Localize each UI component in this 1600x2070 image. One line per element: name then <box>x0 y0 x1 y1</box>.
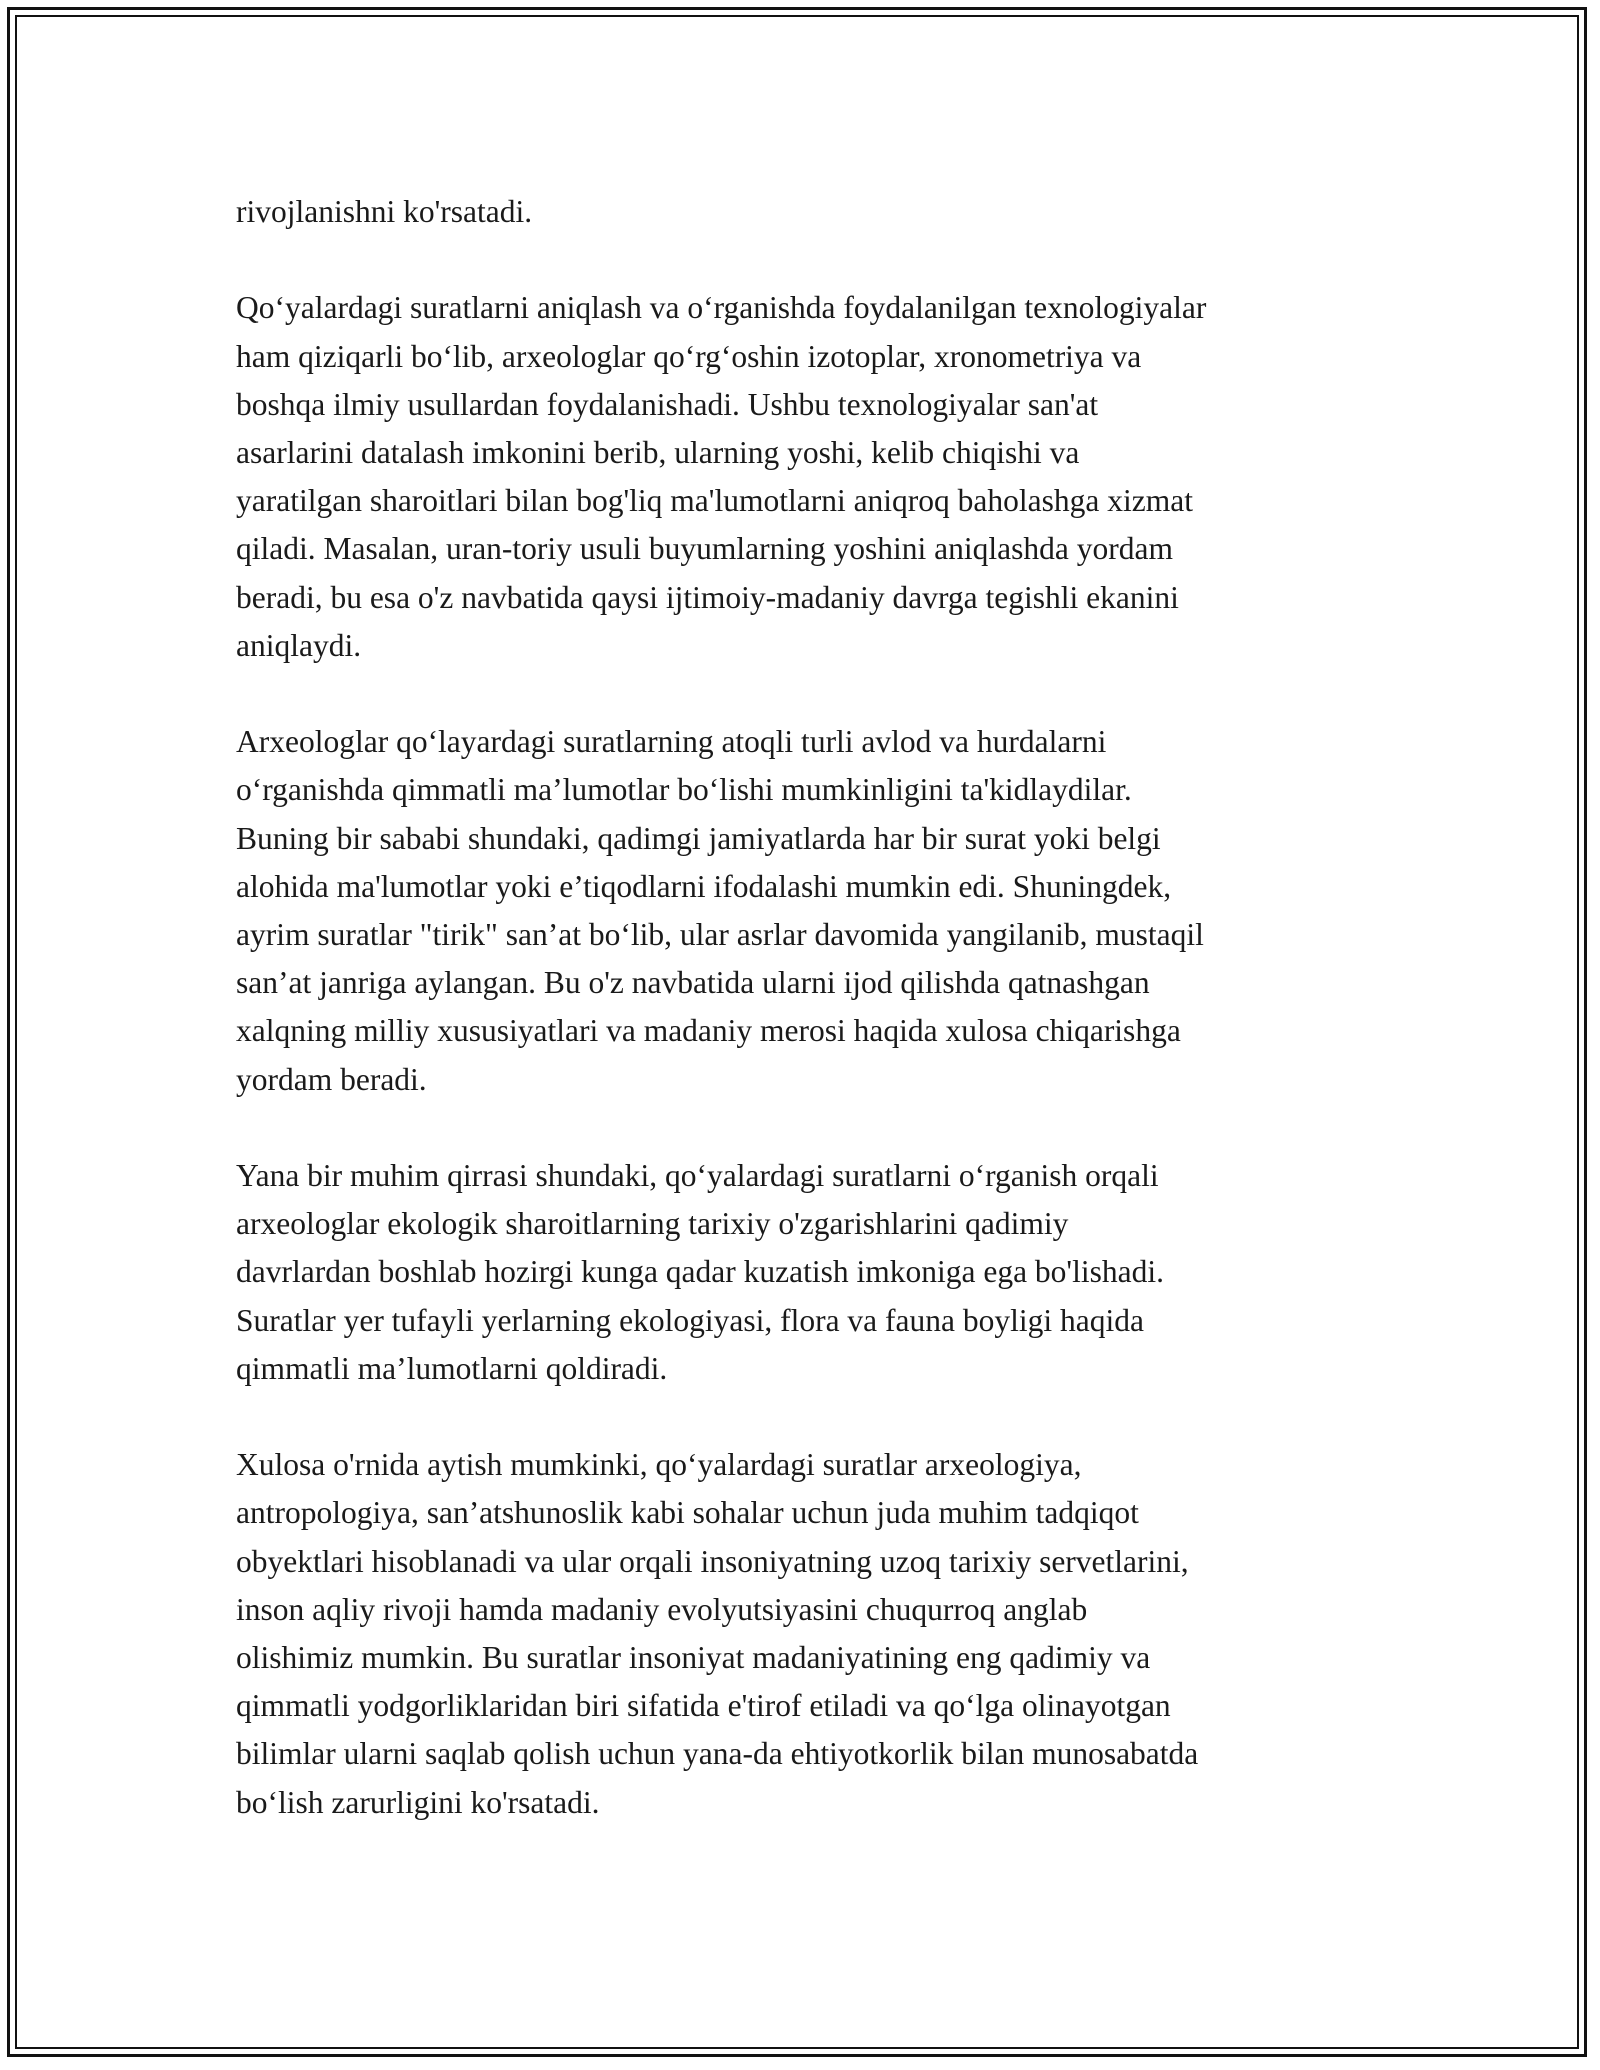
text-line: ham qiziqarli boʻlib, arxeologlar qoʻrgʻoshin izotoplar, xronometriya va <box>236 338 1142 374</box>
text-line: bilimlar ularni saqlab qolish uchun yana-da ehtiyotkorlik bilan munosabatda <box>236 1736 1199 1772</box>
document-body <box>236 188 1376 1875</box>
text-line: qimmatli ma’lumotlarni qoldiradi. <box>236 1350 668 1386</box>
text-line: oʻrganishda qimmatli ma’lumotlar boʻlishi mumkinligini ta'kidlaydilar. <box>236 772 1132 808</box>
text-line: olishimiz mumkin. Bu suratlar insoniyat madaniyatining eng qadimiy va <box>236 1640 1151 1676</box>
paragraph-4 <box>236 1152 1376 1393</box>
paragraph-3 <box>236 718 1376 1104</box>
text-line: alohida ma'lumotlar yoki e’tiqodlarni ifodalashi mumkin edi. Shuningdek, <box>236 868 1172 904</box>
text-line: Buning bir sababi shundaki, qadimgi jamiyatlarda har bir surat yoki belgi <box>236 820 1161 856</box>
text-line: inson aqliy rivoji hamda madaniy evolyutsiyasini chuqurroq anglab <box>236 1591 1088 1627</box>
text-line: boshqa ilmiy usullardan foydalanishadi. Ushbu texnologiyalar san'at <box>236 386 1099 422</box>
text-line: Yana bir muhim qirrasi shundaki, qoʻyalardagi suratlarni oʻrganish orqali <box>236 1158 1159 1194</box>
text-line: boʻlish zarurligini ko'rsatadi. <box>236 1784 600 1820</box>
text-line: yaratilgan sharoitlari bilan bog'liq ma'lumotlarni aniqroq baholashga xizmat <box>236 483 1193 519</box>
text-line: asarlarini datalash imkonini berib, ularning yoshi, kelib chiqishi va <box>236 435 1080 470</box>
text-line: obyektlari hisoblanadi va ular orqali insoniyatning uzoq tarixiy servetlarini, <box>236 1543 1189 1579</box>
text-line: Qoʻyalardagi suratlarni aniqlash va oʻrganishda foydalanilgan texnologiyalar <box>236 290 1207 326</box>
text-line: aniqlaydi. <box>236 627 362 663</box>
text-line: davrlardan boshlab hozirgi kunga qadar kuzatish imkoniga ega bo'lishadi. <box>236 1254 1164 1290</box>
text-line: rivojlanishni ko'rsatadi. <box>236 194 533 229</box>
text-line: ayrim suratlar "tirik" san’at boʻlib, ular asrlar davomida yangilanib, mustaqil <box>236 917 1204 953</box>
text-line: Suratlar yer tufayli yerlarning ekologiyasi, flora va fauna boyligi haqida <box>236 1302 1144 1338</box>
text-line: san’at janriga aylangan. Bu o'z navbatida ularni ijod qilishda qatnashgan <box>236 965 1150 1001</box>
text-line: qimmatli yodgorliklaridan biri sifatida e'tirof etiladi va qoʻlga olinayotgan <box>236 1688 1171 1724</box>
text-line: beradi, bu esa o'z navbatida qaysi ijtimoiy-madaniy davrga tegishli ekanini <box>236 579 1179 615</box>
paragraph-5 <box>236 1441 1376 1827</box>
text-line: arxeologlar ekologik sharoitlarning tarixiy o'zgarishlarini qadimiy <box>236 1206 1069 1242</box>
text-line: yordam beradi. <box>236 1061 427 1097</box>
paragraph-2 <box>236 284 1376 670</box>
paragraph-1 <box>236 188 1376 236</box>
text-line: xalqning milliy xususiyatlari va madaniy merosi haqida xulosa chiqarishga <box>236 1013 1181 1049</box>
text-line: Arxeologlar qoʻlayardagi suratlarning atoqli turli avlod va hurdalarni <box>236 724 1107 760</box>
text-line: antropologiya, san’atshunoslik kabi sohalar uchun juda muhim tadqiqot <box>236 1495 1139 1531</box>
text-line: qiladi. Masalan, uran-toriy usuli buyumlarning yoshini aniqlashda yordam <box>236 531 1173 567</box>
text-line: Xulosa o'rnida aytish mumkinki, qoʻyalardagi suratlar arxeologiya, <box>236 1447 1082 1483</box>
